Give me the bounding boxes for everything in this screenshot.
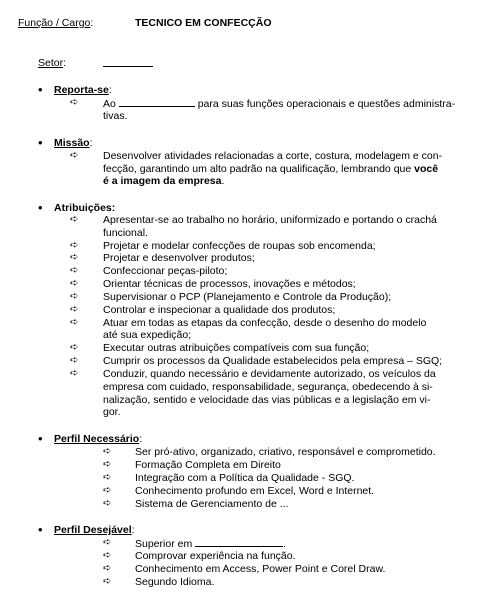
atrib-item-1: Projetar e modelar confecções de roupas sob encomenda;	[103, 240, 376, 252]
arrow-icon: ➪	[70, 278, 79, 289]
arrow-icon: ➪	[70, 97, 79, 108]
perfil-desejavel-title-row	[54, 524, 135, 536]
reporta-item-prefix: Ao	[103, 98, 116, 110]
missao-title-row	[54, 137, 93, 149]
atrib-item-2: Projetar e desenvolver produtos;	[103, 252, 255, 264]
reporta-title: Reporta-se	[54, 84, 109, 96]
atrib-item-10-line-2: nalização, sentido e velocidade das vias públicas e a legislação em vi-	[103, 394, 431, 406]
arrow-icon: ➪	[70, 240, 79, 251]
atrib-item-10-line-1: empresa com cuidado, responsabilidade, segurança, obedecendo à si-	[103, 381, 433, 393]
setor-colon: :	[63, 57, 67, 69]
setor-label: Setor	[38, 57, 64, 69]
arrow-icon: ➪	[103, 550, 112, 561]
arrow-icon: ➪	[70, 304, 79, 315]
missao-colon: :	[89, 137, 93, 149]
perfil-necessario-item-2: Integração com a Política da Qualidade - SGQ.	[135, 472, 355, 484]
perfil-desejavel-item-0: Superior em	[135, 538, 193, 550]
arrow-icon: ➪	[70, 150, 79, 161]
perfil-desejavel-item-2: Conhecimento em Access, Power Point e Corel Draw.	[135, 563, 386, 575]
superior-blank[interactable]	[195, 537, 283, 547]
missao-line2	[103, 163, 438, 175]
arrow-icon: ➪	[70, 291, 79, 302]
missao-line3-bold: é a imagem da empresa	[103, 175, 222, 187]
perfil-necessario-item-3: Conhecimento profundo em Excel, Word e Internet.	[135, 485, 375, 497]
perfil-desejavel-item-1: Comprovar experiência na função.	[135, 550, 296, 562]
perfil-desejavel-item-0-row	[135, 537, 286, 550]
reporta-colon: :	[108, 84, 112, 96]
perfil-desejavel-title: Perfil Desejável	[54, 524, 132, 536]
arrow-icon: ➪	[70, 252, 79, 263]
perfil-necessario-colon: :	[139, 433, 143, 445]
atrib-item-8: Executar outras atribuições compatíveis com sua função;	[103, 342, 370, 354]
perfil-desejavel-bullet: •	[38, 522, 43, 537]
reporta-item-line2: tivas.	[103, 110, 128, 122]
arrow-icon: ➪	[103, 459, 112, 470]
perfil-desejavel-item-3: Segundo Idioma.	[135, 576, 215, 588]
missao-line1: Desenvolver atividades relacionadas a corte, costura, modelagem e con-	[103, 150, 443, 162]
atribuicoes-bullet: •	[38, 200, 43, 215]
atrib-item-4: Orientar técnicas de processos, inovações e métodos;	[103, 278, 356, 290]
atrib-item-0-line-0: Apresentar-se ao trabalho no horário, uniformizado e portando o crachá	[103, 214, 437, 226]
setor-blank[interactable]	[103, 57, 153, 67]
setor-row	[38, 57, 66, 69]
atrib-item-6: Controlar e inspecionar a qualidade dos produtos;	[103, 304, 336, 316]
funcao-label-row	[18, 17, 93, 29]
missao-line2-bold: você	[414, 163, 439, 175]
missao-title: Missão	[54, 137, 90, 149]
arrow-icon: ➪	[103, 498, 112, 509]
missao-line2-normal: fecção, garantindo um alto padrão na qualificação, lembrando que	[103, 163, 412, 175]
missao-line3-end: .	[221, 175, 225, 187]
arrow-icon: ➪	[70, 342, 79, 353]
reporta-item-line1	[103, 97, 455, 110]
arrow-icon: ➪	[70, 265, 79, 276]
reporta-title-row	[54, 84, 112, 96]
atrib-item-10-line-0: Conduzir, quando necessário e devidamente autorizado, os veículos da	[103, 368, 436, 380]
atrib-item-10-line-3: gor.	[103, 406, 121, 418]
atrib-item-7-line-0: Atuar em todas as etapas da confecção, desde o desenho do modelo	[103, 317, 427, 329]
atrib-item-0-line-1: funcional.	[103, 227, 148, 239]
arrow-icon: ➪	[103, 485, 112, 496]
funcao-colon: :	[90, 17, 94, 29]
perfil-necessario-item-0: Ser pró-ativo, organizado, criativo, responsável e comprometido.	[135, 446, 436, 458]
perfil-desejavel-item-0-end: .	[283, 538, 287, 550]
atrib-item-5: Supervisionar o PCP (Planejamento e Controle da Produção);	[103, 291, 392, 303]
reporta-item-suffix: para suas funções operacionais e questões administra-	[197, 98, 456, 110]
arrow-icon: ➪	[103, 576, 112, 587]
atrib-item-9: Cumprir os processos da Qualidade estabelecidos pela empresa – SGQ;	[103, 355, 443, 367]
funcao-value: TECNICO EM CONFECÇÃO	[135, 17, 272, 29]
arrow-icon: ➪	[70, 368, 79, 379]
arrow-icon: ➪	[70, 355, 79, 366]
atribuicoes-title: Atribuições:	[54, 202, 116, 214]
arrow-icon: ➪	[70, 214, 79, 225]
perfil-desejavel-colon: :	[131, 524, 135, 536]
perfil-necessario-item-1: Formação Completa em Direito	[135, 459, 281, 471]
atrib-item-7-line-1: até sua expedição;	[103, 329, 192, 341]
missao-line3	[103, 175, 224, 187]
funcao-label: Função / Cargo	[18, 17, 91, 29]
arrow-icon: ➪	[103, 446, 112, 457]
atrib-item-3: Confeccionar peças-piloto;	[103, 265, 228, 277]
arrow-icon: ➪	[103, 563, 112, 574]
reporta-bullet: •	[38, 82, 43, 97]
missao-bullet: •	[38, 135, 43, 150]
arrow-icon: ➪	[103, 472, 112, 483]
arrow-icon: ➪	[103, 537, 112, 548]
perfil-necessario-title: Perfil Necessário	[54, 433, 140, 445]
arrow-icon: ➪	[70, 317, 79, 328]
perfil-necessario-bullet: •	[38, 431, 43, 446]
reporta-blank[interactable]	[119, 97, 195, 107]
perfil-necessario-item-4: Sistema de Gerenciamento de ...	[135, 498, 289, 510]
perfil-necessario-title-row	[54, 433, 142, 445]
